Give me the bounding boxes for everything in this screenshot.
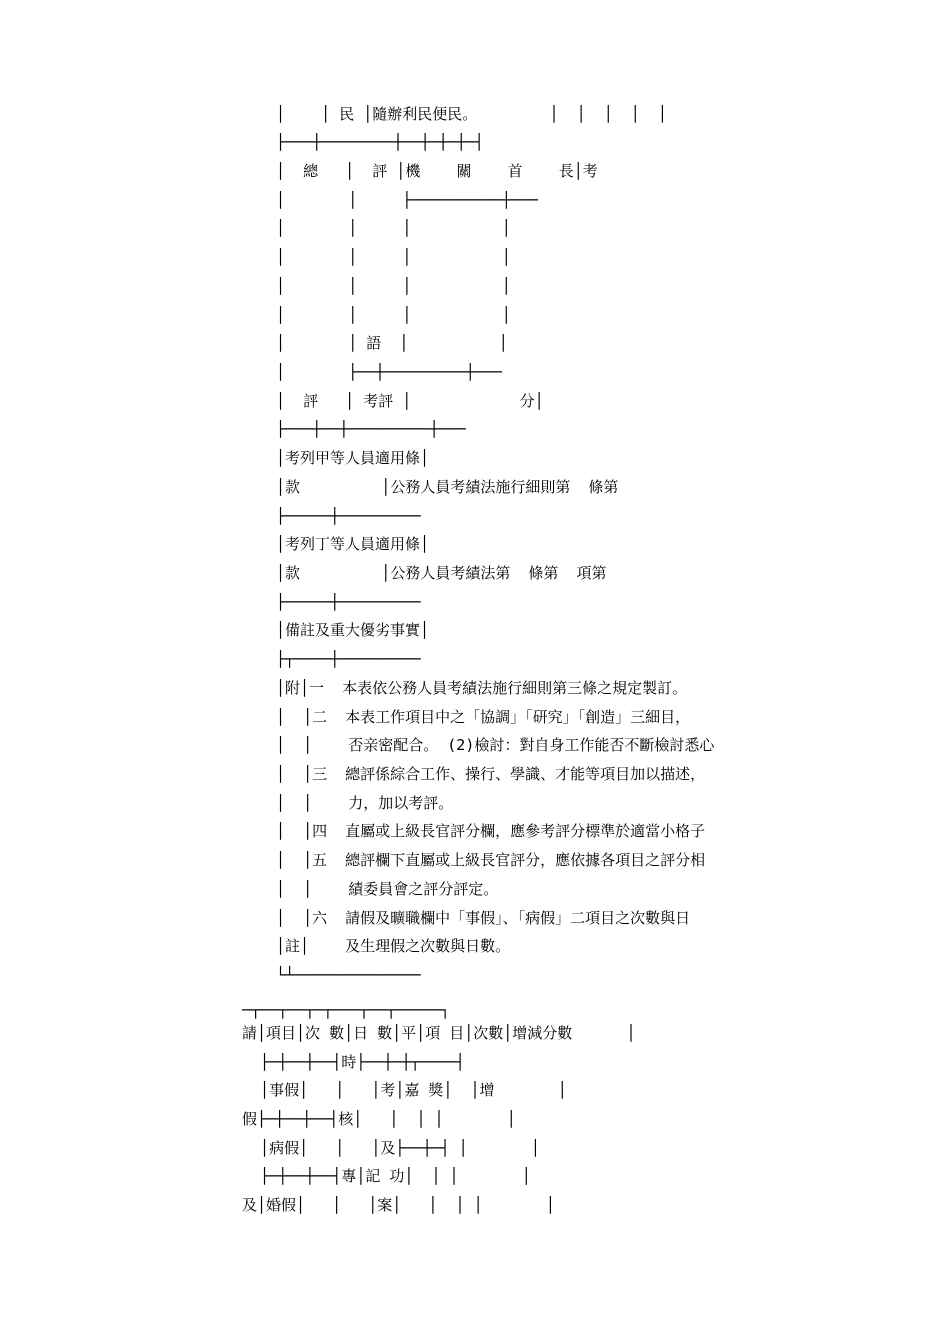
text-line: ├─┼──┼──┤時├──┼─┼┬────┤ — [242, 1053, 465, 1071]
text-line: ├───┼────────┼──┼─┼─┼─┤ — [276, 133, 484, 151]
text-line: ├───┼──┼─────────┼─── — [276, 420, 466, 438]
text-line: ├┬────┼───────── — [276, 650, 421, 668]
text-line: │ │三 總評係綜合工作、操行、學識、才能等項目加以描述， — [276, 765, 706, 783]
text-line: │ │六 請假及曠職欄中「事假」、「病假」二項目之次數與日 — [276, 909, 691, 927]
text-line: │ │ 民 │隨辦利民便民。 │ │ │ │ │ — [276, 105, 667, 123]
text-line: │款 │公務人員考績法施行細則第 條第 — [276, 478, 619, 496]
text-line: │ │五 總評欄下直屬或上級長官評分，應依據各項目之評分相 — [276, 851, 706, 869]
text-line: │ │ 語 │ │ — [276, 334, 508, 352]
text-line: ├─┼──┼──┤專│記 功│ │ │ │ — [242, 1167, 531, 1185]
text-line: │ │四 直屬或上級長官評分欄，應參考評分標準於適當小格子 — [276, 822, 706, 840]
text-line: └┴────────────── — [276, 966, 421, 984]
text-line: │事假│ │ │考│嘉 獎│ │增 │ — [242, 1081, 567, 1099]
text-line: │考列丁等人員適用條│ — [276, 535, 430, 553]
text-line: ─┬──┬──┬─┬───┬──┬─────┐ — [242, 1001, 450, 1019]
text-line: ├─────┼───────── — [276, 507, 421, 525]
text-line: │註│ 及生理假之次數與日數。 — [276, 937, 511, 955]
text-line: │附│一 本表依公務人員考績法施行細則第三條之規定製訂。 — [276, 679, 688, 697]
text-line: │備註及重大優劣事實│ — [276, 621, 430, 639]
text-line: ├─────┼───────── — [276, 593, 421, 611]
text-line: │ 評 │ 考評 │ 分│ — [276, 392, 544, 410]
text-line: │ 總 │ 評 │機 關 首 長│考 — [276, 162, 598, 180]
text-line: │ │ │ │ — [276, 248, 511, 266]
text-line: │款 │公務人員考績法第 條第 項第 — [276, 564, 607, 582]
text-line: │ │ ├──────────┼─── — [276, 191, 538, 209]
text-line: 假├─┼──┼──┤核│ │ │ │ │ — [242, 1110, 516, 1128]
text-line: │ │ │ │ — [276, 219, 511, 237]
text-line: │ │ 否亲密配合。 (2)檢討：對自身工作能否不斷檢討悉心 — [276, 736, 715, 754]
text-line: │考列甲等人員適用條│ — [276, 449, 430, 467]
text-line: │ │ 力，加以考評。 — [276, 794, 454, 812]
text-line: │ │ │ │ — [276, 306, 511, 324]
text-line: │ │ 績委員會之評分評定。 — [276, 880, 499, 898]
text-line: │ │ │ │ — [276, 277, 511, 295]
text-line: 及│婚假│ │ │案│ │ │ │ │ — [242, 1196, 555, 1214]
text-line: │ ├──┼─────────┼─── — [276, 363, 502, 381]
text-line: │病假│ │ │及├──┼─┤ │ │ — [242, 1139, 540, 1157]
text-line: 請│項目│次 數│日 數│平│項 目│次數│增減分數 │ — [242, 1024, 636, 1042]
text-line: │ │二 本表工作項目中之「協調」「研究」「創造」三細目， — [276, 708, 691, 726]
